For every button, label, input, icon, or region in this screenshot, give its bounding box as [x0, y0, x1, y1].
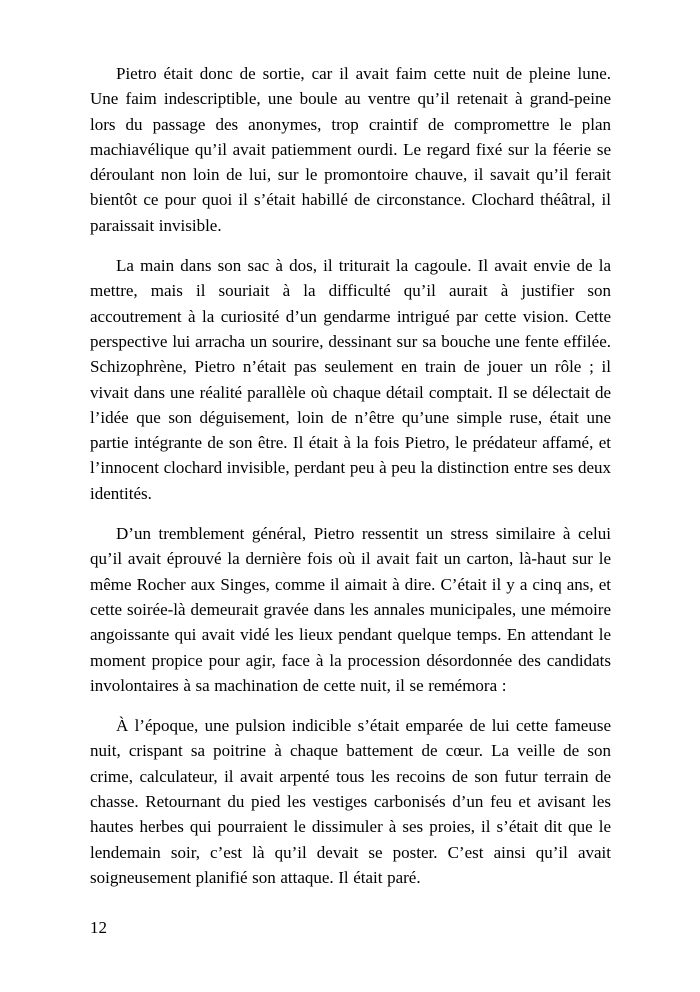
paragraph-4: À l’époque, une pulsion indicible s’était emparée de lui cette fameuse nuit, crispant sa poitrine à chaque battement de cœur. La veille de son crime, calculateur, il avait arpenté tous les recoins de son futur terrain de chasse. Retournant du pied les vestiges carbonisés d’un feu et avisant les hautes herbes qui pourraient le dissimuler à ses proies, il s’était dit que le lendemain soir, c’est là qu’il devait se poster. C’est ainsi qu’il avait soigneusement planifié son attaque. Il était paré. — [90, 716, 611, 887]
paragraph-3: D’un tremblement général, Pietro ressentit un stress similaire à celui qu’il avait éprouvé la dernière fois où il avait fait un carton, là-haut sur le même Rocher aux Singes, comme il aimait à dire. C’était il y a cinq ans, et cette soirée-là demeurait gravée dans les annales municipales, une mémoire angoissante qui avait vidé les lieux pendant quelque temps. En attendant le moment propice pour agir, face à la procession désordonnée des candidats involontaires à sa machination de cette nuit, il se remémora : — [90, 524, 611, 695]
paragraph-2: La main dans son sac à dos, il triturait la cagoule. Il avait envie de la mettre, mais il souriait à la difficulté qu’il aurait à justifier son accoutrement à la curiosité d’un gendarme intrigué par cette vision. Cette perspective lui arracha un sourire, dessinant sur sa bouche une fente effilée. Schizophrène, Pietro n’était pas seulement en train de jouer un rôle ; il vivait dans une réalité parallèle où chaque détail comptait. Il se délectait de l’idée que son déguisement, loin de n’être qu’une simple ruse, était une partie intégrante de son être. Il était à la fois Pietro, le prédateur affamé, et l’innocent clochard invisible, perdant peu à peu la distinction entre ses deux identités. — [90, 256, 611, 503]
page-text-block — [90, 61, 611, 905]
paragraph-1: Pietro était donc de sortie, car il avait faim cette nuit de pleine lune. Une faim indescriptible, une boule au ventre qu’il retenait à grand-peine lors du passage des anonymes, trop craintif de compromettre le plan machiavélique qu’il avait patiemment ourdi. Le regard fixé sur la féerie se déroulant non loin de lui, sur le promontoire chauve, il savait qu’il ferait bientôt ce pour quoi il s’était habillé de circonstance. Clochard théâtral, il paraissait invisible. — [90, 64, 611, 235]
page-number: 12 — [90, 918, 107, 937]
